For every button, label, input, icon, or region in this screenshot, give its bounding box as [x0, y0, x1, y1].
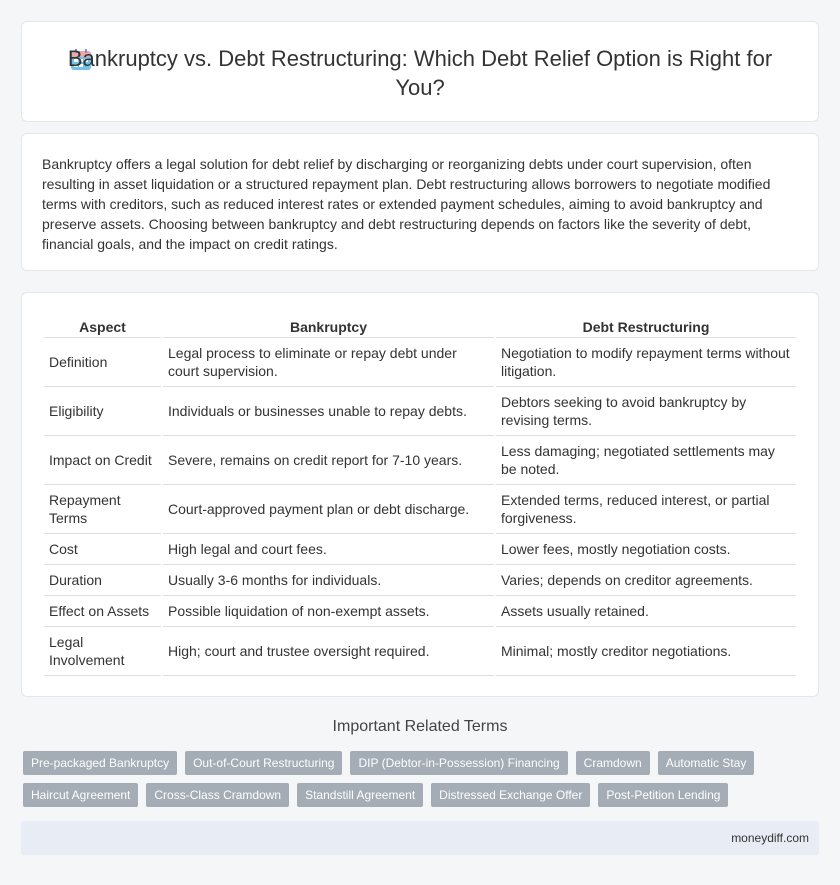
- table-cell: Less damaging; negotiated settlements may be noted.: [496, 436, 796, 485]
- related-term-tag[interactable]: Standstill Agreement: [297, 783, 423, 807]
- related-term-tag[interactable]: Cramdown: [576, 751, 650, 775]
- table-cell: Debtors seeking to avoid bankruptcy by revising terms.: [496, 387, 796, 436]
- table-cell: High; court and trustee oversight required.: [163, 627, 494, 676]
- related-term-tag[interactable]: DIP (Debtor-in-Possession) Financing: [350, 751, 567, 775]
- footer-site[interactable]: moneydiff.com: [731, 831, 809, 845]
- page-title: Bankruptcy vs. Debt Restructuring: Which Debt Relief Option is Right for You?: [67, 46, 773, 100]
- table-row: [44, 485, 796, 534]
- table-cell: High legal and court fees.: [163, 534, 494, 565]
- related-term-tag[interactable]: Distressed Exchange Offer: [431, 783, 590, 807]
- table-cell: Varies; depends on creditor agreements.: [496, 565, 796, 596]
- table-row: [44, 565, 796, 596]
- table-cell: Legal process to eliminate or repay debt under court supervision.: [163, 338, 494, 387]
- comparison-table: [42, 313, 798, 676]
- tag-row: [23, 783, 823, 807]
- table-cell: Lower fees, mostly negotiation costs.: [496, 534, 796, 565]
- table-cell: Impact on Credit: [44, 436, 161, 485]
- related-terms: [23, 751, 823, 815]
- table-cell: Negotiation to modify repayment terms without litigation.: [496, 338, 796, 387]
- table-cell: Legal Involvement: [44, 627, 161, 676]
- related-terms-title: Important Related Terms: [332, 718, 508, 735]
- table-row: [44, 596, 796, 627]
- table-cell: Eligibility: [44, 387, 161, 436]
- table-cell: Assets usually retained.: [496, 596, 796, 627]
- header-card: [21, 21, 819, 122]
- header-aspect: Aspect: [44, 313, 161, 338]
- table-row: [44, 534, 796, 565]
- comparison-card: [21, 292, 819, 697]
- table-row: [44, 436, 796, 485]
- table-cell: Extended terms, reduced interest, or partial forgiveness.: [496, 485, 796, 534]
- table-row: [44, 338, 796, 387]
- tag-row: [23, 751, 823, 775]
- table-row: [44, 627, 796, 676]
- table-cell: Cost: [44, 534, 161, 565]
- table-row: [44, 387, 796, 436]
- table-cell: Usually 3-6 months for individuals.: [163, 565, 494, 596]
- related-term-tag[interactable]: Post-Petition Lending: [598, 783, 728, 807]
- header-bankruptcy: Bankruptcy: [163, 313, 494, 338]
- table-cell: Repayment Terms: [44, 485, 161, 534]
- header-debt-restructuring: Debt Restructuring: [496, 313, 796, 338]
- table-cell: Severe, remains on credit report for 7-10 years.: [163, 436, 494, 485]
- related-term-tag[interactable]: Automatic Stay: [658, 751, 755, 775]
- table-cell: Definition: [44, 338, 161, 387]
- table-cell: Duration: [44, 565, 161, 596]
- related-term-tag[interactable]: Out-of-Court Restructuring: [185, 751, 342, 775]
- related-term-tag[interactable]: Pre-packaged Bankruptcy: [23, 751, 177, 775]
- related-term-tag[interactable]: Cross-Class Cramdown: [146, 783, 289, 807]
- footer: [21, 821, 819, 855]
- table-cell: Minimal; mostly creditor negotiations.: [496, 627, 796, 676]
- table-header-row: [44, 313, 796, 338]
- related-term-tag[interactable]: Haircut Agreement: [23, 783, 138, 807]
- intro-text: Bankruptcy offers a legal solution for debt relief by discharging or reorganizing debts under court supervision, often resulting in asset liquidation or a structured repayment plan. Debt restructuring allows borrowers to negotiate modified terms with creditors, such as reduced interest rates or extended payment schedules, aiming to avoid bankruptcy and preserve assets. Choosing between bankruptcy and debt restructuring depends on factors like the severity of debt, financial goals, and the impact on credit ratings.: [42, 156, 771, 252]
- table-cell: Effect on Assets: [44, 596, 161, 627]
- intro-card: [21, 133, 819, 271]
- table-cell: Individuals or businesses unable to repay debts.: [163, 387, 494, 436]
- table-cell: Possible liquidation of non-exempt assets.: [163, 596, 494, 627]
- table-cell: Court-approved payment plan or debt discharge.: [163, 485, 494, 534]
